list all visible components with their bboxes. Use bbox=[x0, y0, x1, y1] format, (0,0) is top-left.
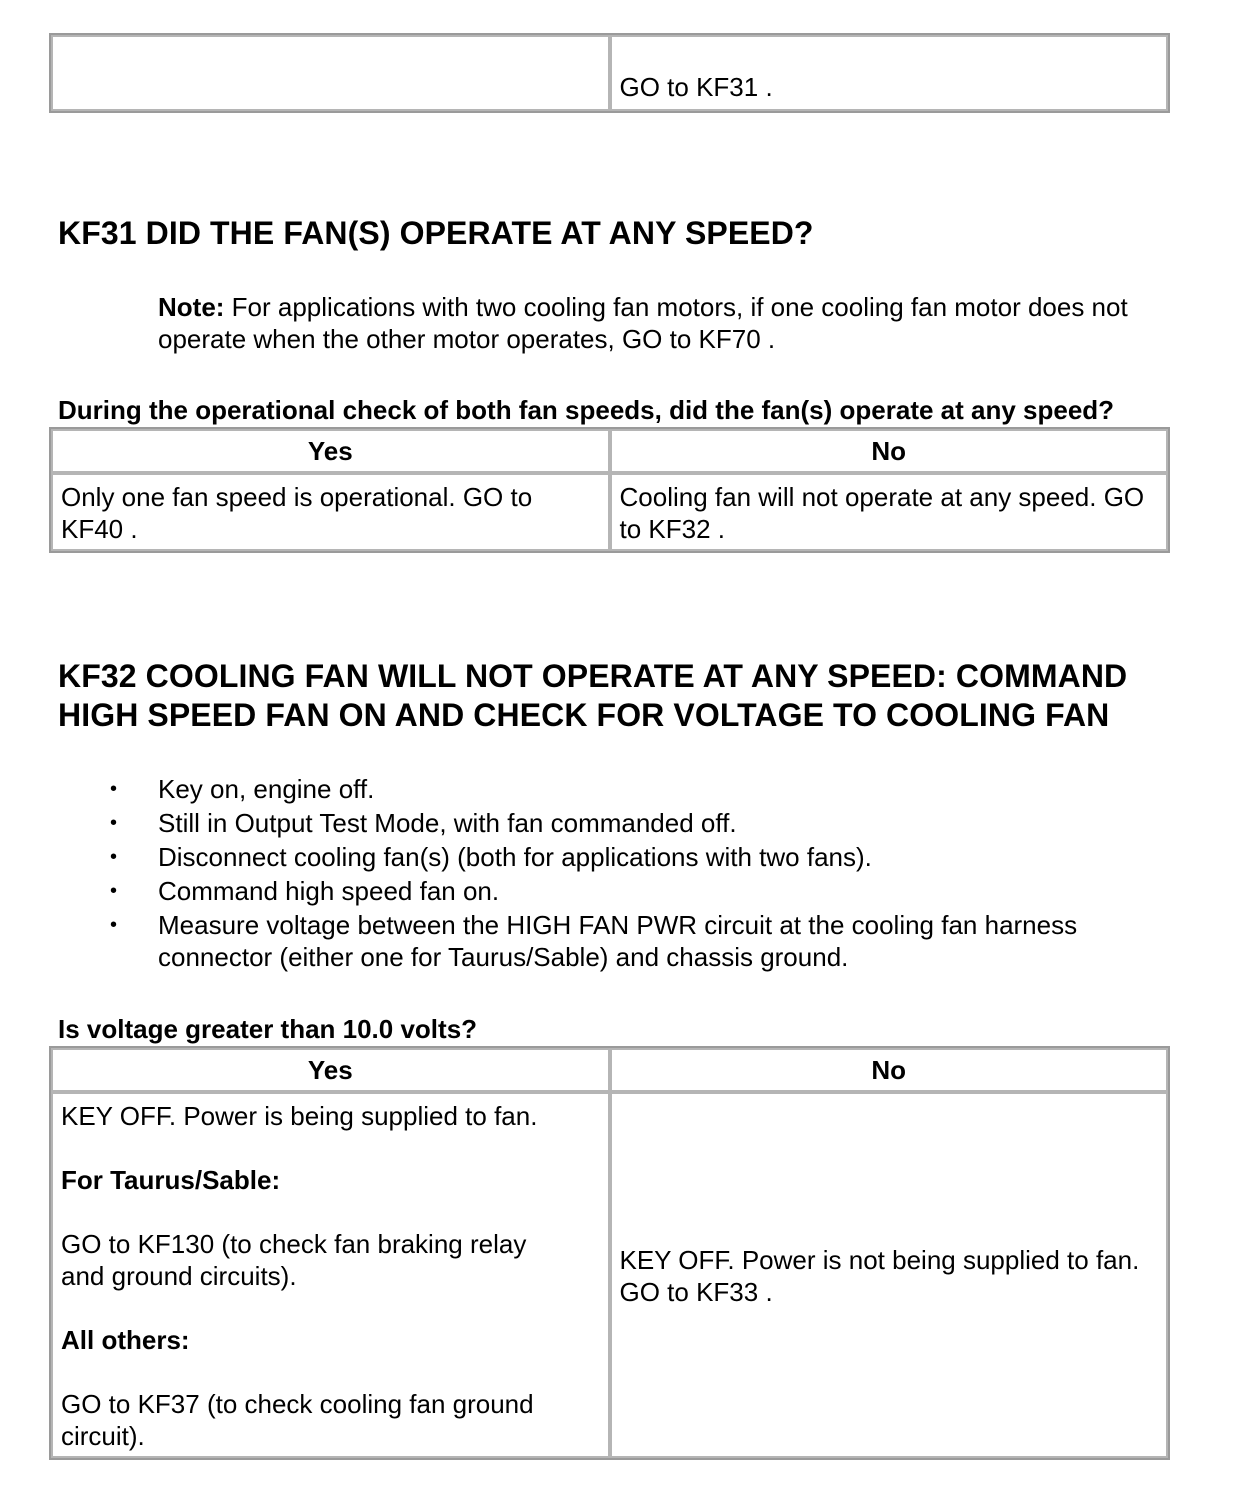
kf32-question: Is voltage greater than 10.0 volts? bbox=[58, 1014, 478, 1044]
kf32-yes-cell bbox=[51, 1092, 610, 1458]
kf31-answer-table bbox=[49, 427, 1170, 553]
kf31-yes-cell: Only one fan speed is operational. GO to KF40 . bbox=[51, 473, 610, 551]
list-item bbox=[108, 875, 1168, 907]
step-text: Measure voltage between the HIGH FAN PWR circuit at the cooling fan harness connector (either one for Taurus/Sable) and chassis ground. bbox=[158, 910, 1078, 972]
kf32-no-header: No bbox=[610, 1048, 1169, 1092]
note-text: For applications with two cooling fan motors, if one cooling fan motor does not operate when the other motor operates, GO to KF70 . bbox=[158, 292, 1128, 354]
step-text: Key on, engine off. bbox=[158, 774, 375, 804]
list-item bbox=[108, 807, 1168, 839]
list-item bbox=[108, 841, 1168, 873]
bullet-icon: • bbox=[110, 778, 118, 800]
kf31-note bbox=[158, 291, 1218, 355]
list-item bbox=[108, 773, 1168, 805]
kf32-steps-list bbox=[108, 773, 1168, 975]
list-item bbox=[108, 909, 1168, 973]
bullet-icon: • bbox=[110, 880, 118, 902]
step-text: Still in Output Test Mode, with fan commanded off. bbox=[158, 808, 737, 838]
kf32-answer-table bbox=[49, 1046, 1170, 1460]
step-text: Command high speed fan on. bbox=[158, 876, 500, 906]
kf31-no-header: No bbox=[610, 429, 1169, 473]
kf32-heading-line1: KF32 COOLING FAN WILL NOT OPERATE AT ANY SPEED: COMMAND bbox=[58, 658, 1128, 694]
bullet-icon: • bbox=[110, 812, 118, 834]
note-label: Note: bbox=[158, 292, 225, 322]
kf31-yes-header: Yes bbox=[51, 429, 610, 473]
top-right-cell bbox=[610, 35, 1169, 111]
top-left-cell bbox=[51, 35, 610, 111]
kf31-heading: KF31 DID THE FAN(S) OPERATE AT ANY SPEED? bbox=[58, 215, 814, 251]
taurus-label: For Taurus/Sable: bbox=[61, 1165, 281, 1195]
kf32-heading-line2: HIGH SPEED FAN ON AND CHECK FOR VOLTAGE TO COOLING FAN bbox=[58, 697, 1110, 733]
kf32-heading bbox=[58, 657, 1127, 735]
kf31-no-cell: Cooling fan will not operate at any speed. GO to KF32 . bbox=[610, 473, 1169, 551]
taurus-text: GO to KF130 (to check fan braking relay and ground circuits). bbox=[61, 1229, 527, 1291]
others-text: GO to KF37 (to check cooling fan ground circuit). bbox=[61, 1389, 534, 1451]
step-text: Disconnect cooling fan(s) (both for applications with two fans). bbox=[158, 842, 872, 872]
kf32-yes-header: Yes bbox=[51, 1048, 610, 1092]
kf31-question: During the operational check of both fan speeds, did the fan(s) operate at any speed? bbox=[58, 395, 1115, 425]
top-continuation-table bbox=[49, 33, 1170, 113]
yes-line1: KEY OFF. Power is being supplied to fan. bbox=[61, 1101, 538, 1131]
kf32-no-cell: KEY OFF. Power is not being supplied to fan. GO to KF33 . bbox=[610, 1092, 1169, 1458]
bullet-icon: • bbox=[110, 914, 118, 936]
bullet-icon: • bbox=[110, 846, 118, 868]
goto-kf31-text: GO to KF31 . bbox=[619, 72, 773, 102]
others-label: All others: bbox=[61, 1325, 190, 1355]
